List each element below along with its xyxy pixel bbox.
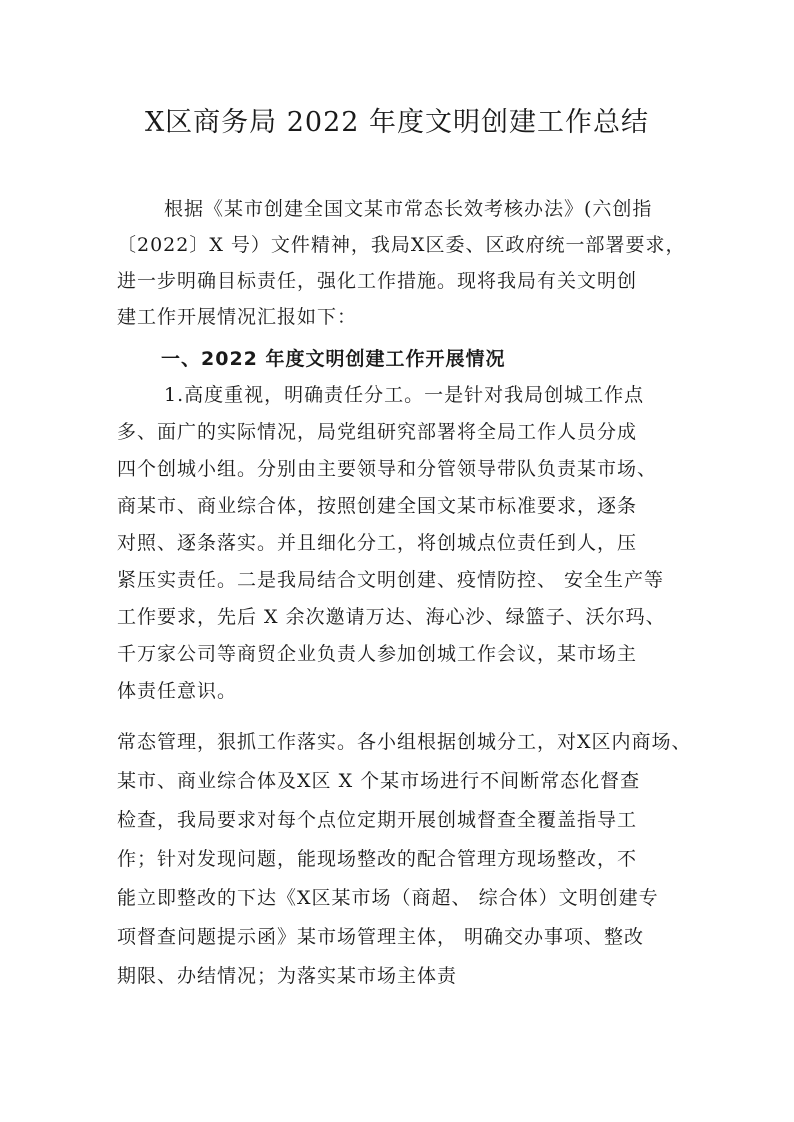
intro-paragraph (117, 191, 685, 335)
item1-line: 体责任意识。 (117, 680, 238, 702)
document-title: X区商务局 2022 年度文明创建工作总结 (144, 107, 650, 138)
item1-line: 工作要求，先后 X 余次邀请万达、海心沙、绿篮子、沃尔玛、 (117, 606, 666, 628)
item1-line: 商某市、商业综合体，按照创建全国文某市标准要求，逐条 (117, 495, 638, 517)
item1-line: 1.高度重视，明确责任分工。一是针对我局创城工作点 (164, 384, 645, 406)
item1-paragraph (117, 377, 666, 710)
section-heading: 一、2022 年度文明创建工作开展情况 (161, 348, 506, 370)
intro-line: 建工作开展情况汇报如下： (117, 306, 358, 328)
item2-line: 能立即整改的下达《X区某市场（商超、 综合体）文明创建专 (117, 887, 659, 909)
intro-line: 根据《某市创建全国文某市常态长效考核办法》(六创指 (164, 198, 653, 220)
item2-line: 检查，我局要求对每个点位定期开展创城督查全覆盖指导工 (117, 809, 638, 831)
item1-line: 多、面广的实际情况，局党组研究部署将全局工作人员分成 (117, 421, 638, 443)
item2-line: 作；针对发现问题，能现场整改的配合管理方现场整改，不 (117, 848, 638, 870)
intro-line: 〔2022〕X 号）文件精神，我局X区委、区政府统一部署要求， (117, 234, 686, 256)
item1-line: 千万家公司等商贸企业负责人参加创城工作会议，某市场主 (117, 643, 638, 665)
item2-line: 期限、办结情况；为落实某市场主体责 (117, 965, 458, 987)
item2-line: 某市、商业综合体及X区 X 个某市场进行不间断常态化督查 (117, 770, 641, 792)
item2-line: 常态管理，狠抓工作落实。各小组根据创城分工，对X区内商场、 (117, 731, 692, 753)
item2-paragraph (117, 723, 692, 996)
item1-line: 紧压实责任。二是我局结合文明创建、疫情防控、 安全生产等 (117, 569, 665, 591)
item1-line: 四个创城小组。分别由主要领导和分管领导带队负责某市场、 (117, 458, 658, 480)
item2-line: 项督查问题提示函》某市场管理主体， 明确交办事项、整改 (117, 926, 645, 948)
intro-line: 进一步明确目标责任，强化工作措施。现将我局有关文明创 (117, 270, 638, 292)
item1-line: 对照、逐条落实。并且细化分工，将创城点位责任到人，压 (117, 532, 638, 554)
